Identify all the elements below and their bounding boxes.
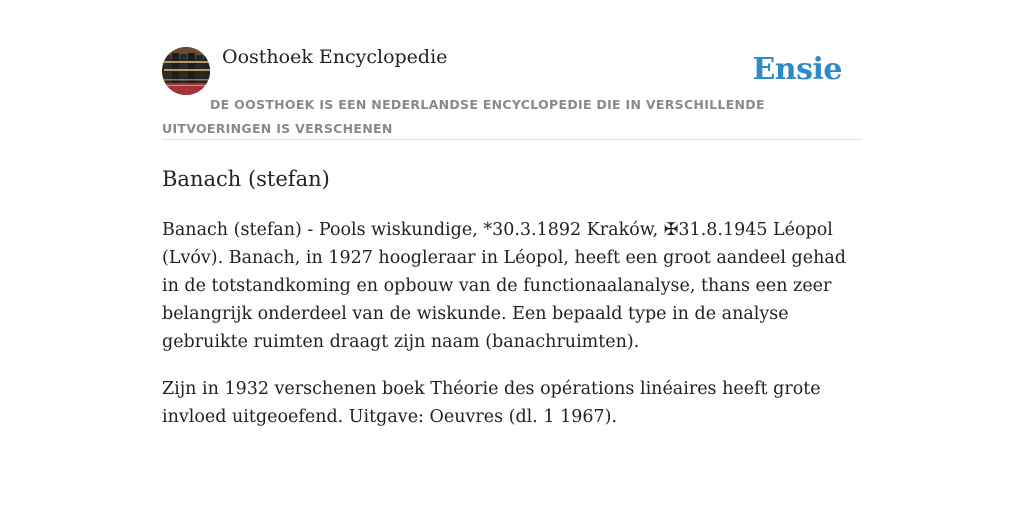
article-paragraph: Zijn in 1932 verschenen boek Théorie des opérations linéaires heeft grote invloed uitgeoefend. Uitgave: Oeuvres (dl. 1 1967).: [162, 379, 821, 427]
article: [162, 164, 862, 450]
site-tagline: DE OOSTHOEK IS EEN NEDERLANDSE ENCYCLOPEDIE DIE IN VERSCHILLENDE UITVOERINGEN IS VERSCHENEN: [162, 97, 765, 136]
article-title: Banach (stefan): [162, 167, 330, 191]
article-paragraph: Banach (stefan) - Pools wiskundige, *30.3.1892 Kraków, ✠31.8.1945 Léopol (Lvóv). Banach, in 1927 hoogleraar in Léopol, heeft een groot aandeel gehad in de totstandkoming en opbouw van de functionaalanalyse, thans een zeer belangrijk onderdeel van de wiskunde. Een bepaald type in de analyse gebruikte ruimten draagt zijn naam (banachruimten).: [162, 220, 847, 352]
site-header: [162, 44, 862, 140]
book-spines-icon[interactable]: [162, 47, 210, 95]
brand-logo-link[interactable]: Ensie: [752, 52, 842, 87]
site-name[interactable]: Oosthoek Encyclopedie: [222, 46, 448, 68]
